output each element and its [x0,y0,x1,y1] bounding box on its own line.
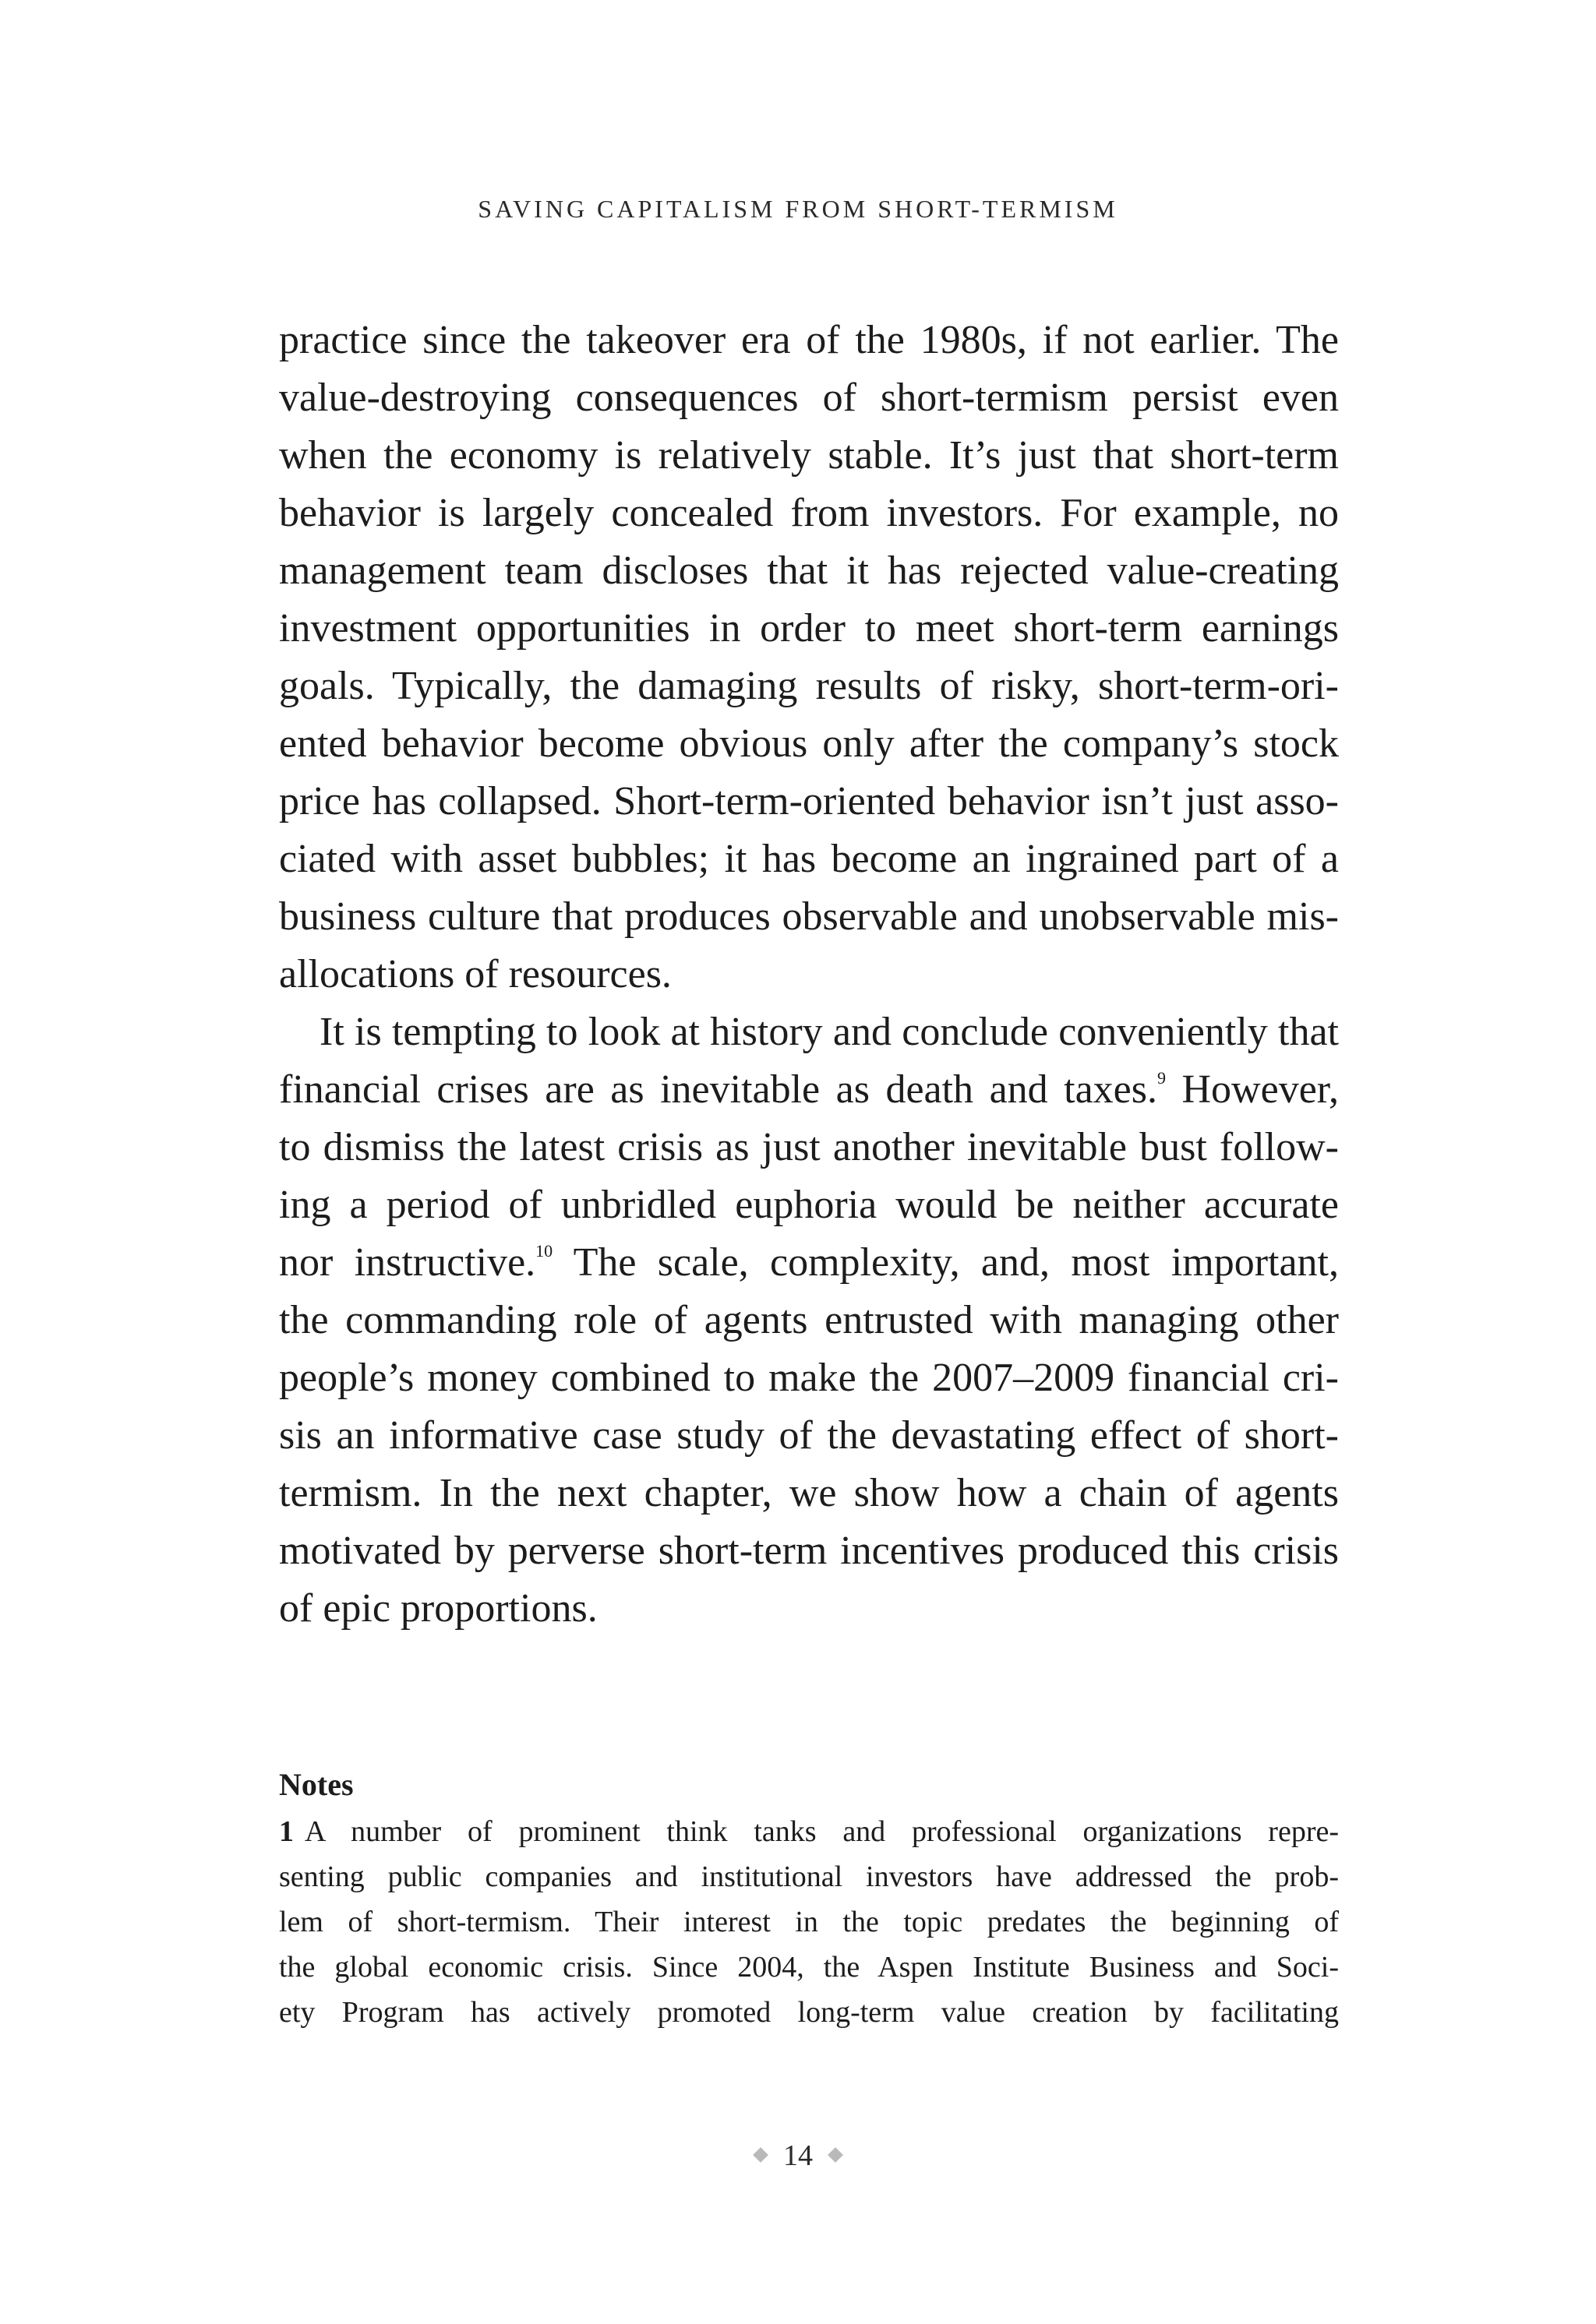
text-line: ciated with asset bubbles; it has become an ingrained part of a [279,837,1339,881]
note-line [279,1809,1339,1854]
paragraph-2 [279,1003,1339,1638]
diamond-ornament-icon [753,2147,768,2163]
diamond-ornament-icon [828,2147,843,2163]
text-segment: The scale, complexity, and, most important, [553,1240,1340,1285]
footnote-ref-9[interactable]: 9 [1157,1068,1166,1088]
text-line: goals. Typically, the damaging results of risky, short-term-ori- [279,664,1339,708]
text-line: the commanding role of agents entrusted with managing other [279,1298,1339,1342]
page-number-text: 14 [783,2139,813,2172]
text-line: It is tempting to look at history and conclude conveniently that [320,1010,1339,1054]
note-line: the global economic crisis. Since 2004, the Aspen Institute Business and Soci- [279,1951,1339,1984]
text-line: value-destroying consequences of short-termism persist even [279,376,1339,420]
text-line: allocations of resources. [279,952,672,996]
text-line: people’s money combined to make the 2007–2009 financial cri- [279,1356,1339,1400]
text-line: ented behavior become obvious only after the company’s stock [279,721,1339,766]
text-segment: However, [1166,1067,1340,1112]
note-1 [279,1809,1339,2035]
running-head: SAVING CAPITALISM FROM SHORT-TERMISM [478,195,1118,223]
note-text: A number of prominent think tanks and professional organizations repre- [305,1815,1339,1848]
text-line: practice since the takeover era of the 1980s, if not earlier. The [279,318,1339,362]
text-line: management team discloses that it has rejected value-creating [279,548,1339,593]
text-segment: nor instructive. [279,1240,536,1285]
text-line: termism. In the next chapter, we show how a chain of agents [279,1471,1339,1515]
footnote-ref-10[interactable]: 10 [535,1241,553,1261]
text-line: when the economy is relatively stable. It’s just that short-term [279,433,1339,478]
text-line: investment opportunities in order to meet short-term earnings [279,606,1339,651]
text-line: business culture that produces observable and unobservable mis- [279,894,1339,939]
text-line: ing a period of unbridled euphoria would be neither accurate [279,1183,1339,1227]
text-line: motivated by perverse short-term incentives produced this crisis [279,1529,1339,1573]
text-line: of epic proportions. [279,1586,598,1631]
notes-section [279,1762,1339,2035]
text-segment: financial crises are as inevitable as death and taxes. [279,1067,1157,1112]
text-line: behavior is largely concealed from investors. For example, no [279,491,1339,535]
body-text [279,312,1339,1638]
note-line: lem of short-termism. Their interest in the topic predates the beginning of [279,1906,1339,1938]
note-number: 1 [279,1815,294,1848]
text-line: price has collapsed. Short-term-oriented behavior isn’t just asso- [279,779,1339,823]
text-line: sis an informative case study of the devastating effect of short- [279,1413,1339,1458]
note-line: senting public companies and institutional investors have addressed the prob- [279,1860,1339,1893]
paragraph-1 [279,312,1339,1003]
page-number [0,2139,1596,2173]
text-line: to dismiss the latest crisis as just another inevitable bust follow- [279,1125,1339,1169]
text-line [279,1234,1339,1292]
notes-heading: Notes [279,1767,354,1802]
text-line [279,1061,1339,1119]
note-line: ety Program has actively promoted long-term value creation by facilitating [279,1996,1339,2029]
